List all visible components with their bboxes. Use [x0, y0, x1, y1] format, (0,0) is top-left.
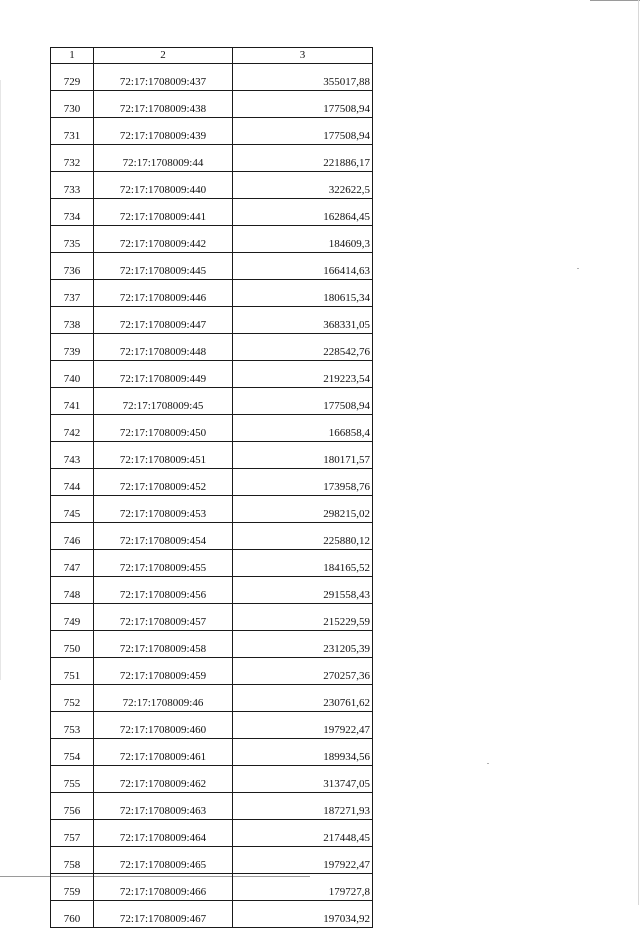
- cadastral-number-cell: 72:17:1708009:462: [94, 766, 233, 793]
- row-number-cell: 735: [51, 226, 94, 253]
- row-number-cell: 742: [51, 415, 94, 442]
- table-header-row: [51, 48, 373, 64]
- cadastral-number-cell: 72:17:1708009:44: [94, 145, 233, 172]
- cadastral-value-cell: 162864,45: [233, 199, 373, 226]
- table-row: [51, 91, 373, 118]
- table-row: [51, 496, 373, 523]
- cadastral-value-cell: 177508,94: [233, 118, 373, 145]
- row-number-cell: 757: [51, 820, 94, 847]
- table-row: [51, 712, 373, 739]
- cadastral-number-cell: 72:17:1708009:450: [94, 415, 233, 442]
- table-row: [51, 577, 373, 604]
- cadastral-value-cell: 230761,62: [233, 685, 373, 712]
- row-number-cell: 745: [51, 496, 94, 523]
- cadastral-number-cell: 72:17:1708009:457: [94, 604, 233, 631]
- cadastral-number-cell: 72:17:1708009:458: [94, 631, 233, 658]
- cadastral-value-cell: 219223,54: [233, 361, 373, 388]
- cadastral-number-cell: 72:17:1708009:446: [94, 280, 233, 307]
- cadastral-value-cell: 368331,05: [233, 307, 373, 334]
- table-row: [51, 631, 373, 658]
- row-number-cell: 730: [51, 91, 94, 118]
- cadastral-value-cell: 184609,3: [233, 226, 373, 253]
- cadastral-value-cell: 177508,94: [233, 388, 373, 415]
- row-number-cell: 760: [51, 901, 94, 928]
- cadastral-value-cell: 322622,5: [233, 172, 373, 199]
- cadastral-number-cell: 72:17:1708009:455: [94, 550, 233, 577]
- table-row: [51, 172, 373, 199]
- row-number-cell: 734: [51, 199, 94, 226]
- cadastral-number-cell: 72:17:1708009:461: [94, 739, 233, 766]
- row-number-cell: 750: [51, 631, 94, 658]
- table-row: [51, 415, 373, 442]
- row-number-cell: 754: [51, 739, 94, 766]
- row-number-cell: 756: [51, 793, 94, 820]
- scan-edge-top: [590, 0, 640, 1]
- table-row: [51, 226, 373, 253]
- row-number-cell: 729: [51, 64, 94, 91]
- cadastral-value-cell: 180615,34: [233, 280, 373, 307]
- cadastral-value-cell: 313747,05: [233, 766, 373, 793]
- cadastral-value-table: [50, 47, 373, 928]
- row-number-cell: 751: [51, 658, 94, 685]
- cadastral-number-cell: 72:17:1708009:452: [94, 469, 233, 496]
- table-row: [51, 334, 373, 361]
- row-number-cell: 740: [51, 361, 94, 388]
- cadastral-value-cell: 291558,43: [233, 577, 373, 604]
- row-number-cell: 747: [51, 550, 94, 577]
- cadastral-value-cell: 166414,63: [233, 253, 373, 280]
- cadastral-number-cell: 72:17:1708009:453: [94, 496, 233, 523]
- table-row: [51, 523, 373, 550]
- table-row: [51, 658, 373, 685]
- table-row: [51, 469, 373, 496]
- row-number-cell: 741: [51, 388, 94, 415]
- cadastral-value-cell: 173958,76: [233, 469, 373, 496]
- table-body: [51, 64, 373, 928]
- row-number-cell: 731: [51, 118, 94, 145]
- cadastral-value-cell: 187271,93: [233, 793, 373, 820]
- cadastral-value-cell: 228542,76: [233, 334, 373, 361]
- row-number-cell: 737: [51, 280, 94, 307]
- cadastral-value-cell: 166858,4: [233, 415, 373, 442]
- row-number-cell: 733: [51, 172, 94, 199]
- cadastral-value-cell: 355017,88: [233, 64, 373, 91]
- cadastral-value-cell: 197034,92: [233, 901, 373, 928]
- cadastral-number-cell: 72:17:1708009:454: [94, 523, 233, 550]
- cadastral-value-cell: 197922,47: [233, 712, 373, 739]
- row-number-cell: 736: [51, 253, 94, 280]
- cadastral-value-cell: 215229,59: [233, 604, 373, 631]
- table-row: [51, 64, 373, 91]
- row-number-cell: 753: [51, 712, 94, 739]
- table-row: [51, 118, 373, 145]
- cadastral-value-cell: 179727,8: [233, 874, 373, 901]
- row-number-cell: 755: [51, 766, 94, 793]
- row-number-cell: 749: [51, 604, 94, 631]
- table-row: [51, 199, 373, 226]
- row-number-cell: 743: [51, 442, 94, 469]
- table-row: [51, 685, 373, 712]
- cadastral-number-cell: 72:17:1708009:460: [94, 712, 233, 739]
- scan-speck: [487, 763, 489, 764]
- column-header-2: 2: [94, 48, 233, 64]
- cadastral-number-cell: 72:17:1708009:463: [94, 793, 233, 820]
- cadastral-number-cell: 72:17:1708009:441: [94, 199, 233, 226]
- scan-edge-right: [638, 0, 639, 905]
- cadastral-number-cell: 72:17:1708009:447: [94, 307, 233, 334]
- cadastral-value-cell: 221886,17: [233, 145, 373, 172]
- table-row: [51, 550, 373, 577]
- table-row: [51, 307, 373, 334]
- row-number-cell: 748: [51, 577, 94, 604]
- cadastral-number-cell: 72:17:1708009:437: [94, 64, 233, 91]
- row-number-cell: 738: [51, 307, 94, 334]
- table-row: [51, 388, 373, 415]
- row-number-cell: 746: [51, 523, 94, 550]
- table-row: [51, 361, 373, 388]
- table-row: [51, 739, 373, 766]
- column-header-3: 3: [233, 48, 373, 64]
- table-row: [51, 874, 373, 901]
- cadastral-number-cell: 72:17:1708009:442: [94, 226, 233, 253]
- cadastral-value-cell: 177508,94: [233, 91, 373, 118]
- cadastral-value-cell: 180171,57: [233, 442, 373, 469]
- table-row: [51, 847, 373, 874]
- cadastral-value-cell: 298215,02: [233, 496, 373, 523]
- table-row: [51, 793, 373, 820]
- cadastral-number-cell: 72:17:1708009:464: [94, 820, 233, 847]
- cadastral-number-cell: 72:17:1708009:451: [94, 442, 233, 469]
- cadastral-value-cell: 225880,12: [233, 523, 373, 550]
- row-number-cell: 732: [51, 145, 94, 172]
- cadastral-number-cell: 72:17:1708009:467: [94, 901, 233, 928]
- cadastral-value-cell: 217448,45: [233, 820, 373, 847]
- row-number-cell: 739: [51, 334, 94, 361]
- scan-speck: [577, 268, 579, 269]
- cadastral-value-cell: 184165,52: [233, 550, 373, 577]
- cadastral-value-cell: 270257,36: [233, 658, 373, 685]
- cadastral-number-cell: 72:17:1708009:465: [94, 847, 233, 874]
- column-header-1: 1: [51, 48, 94, 64]
- cadastral-number-cell: 72:17:1708009:439: [94, 118, 233, 145]
- cadastral-value-cell: 231205,39: [233, 631, 373, 658]
- cadastral-number-cell: 72:17:1708009:445: [94, 253, 233, 280]
- row-number-cell: 759: [51, 874, 94, 901]
- cadastral-value-cell: 197922,47: [233, 847, 373, 874]
- table-row: [51, 766, 373, 793]
- table-row: [51, 442, 373, 469]
- cadastral-number-cell: 72:17:1708009:45: [94, 388, 233, 415]
- table-row: [51, 820, 373, 847]
- cadastral-number-cell: 72:17:1708009:449: [94, 361, 233, 388]
- table-row: [51, 253, 373, 280]
- row-number-cell: 744: [51, 469, 94, 496]
- scan-edge-left: [0, 80, 1, 680]
- row-number-cell: 752: [51, 685, 94, 712]
- cadastral-number-cell: 72:17:1708009:448: [94, 334, 233, 361]
- cadastral-value-cell: 189934,56: [233, 739, 373, 766]
- table-row: [51, 280, 373, 307]
- table-row: [51, 604, 373, 631]
- cadastral-number-cell: 72:17:1708009:440: [94, 172, 233, 199]
- cadastral-number-cell: 72:17:1708009:459: [94, 658, 233, 685]
- cadastral-number-cell: 72:17:1708009:438: [94, 91, 233, 118]
- cadastral-number-cell: 72:17:1708009:456: [94, 577, 233, 604]
- row-number-cell: 758: [51, 847, 94, 874]
- cadastral-number-cell: 72:17:1708009:46: [94, 685, 233, 712]
- table-row: [51, 145, 373, 172]
- cadastral-number-cell: 72:17:1708009:466: [94, 874, 233, 901]
